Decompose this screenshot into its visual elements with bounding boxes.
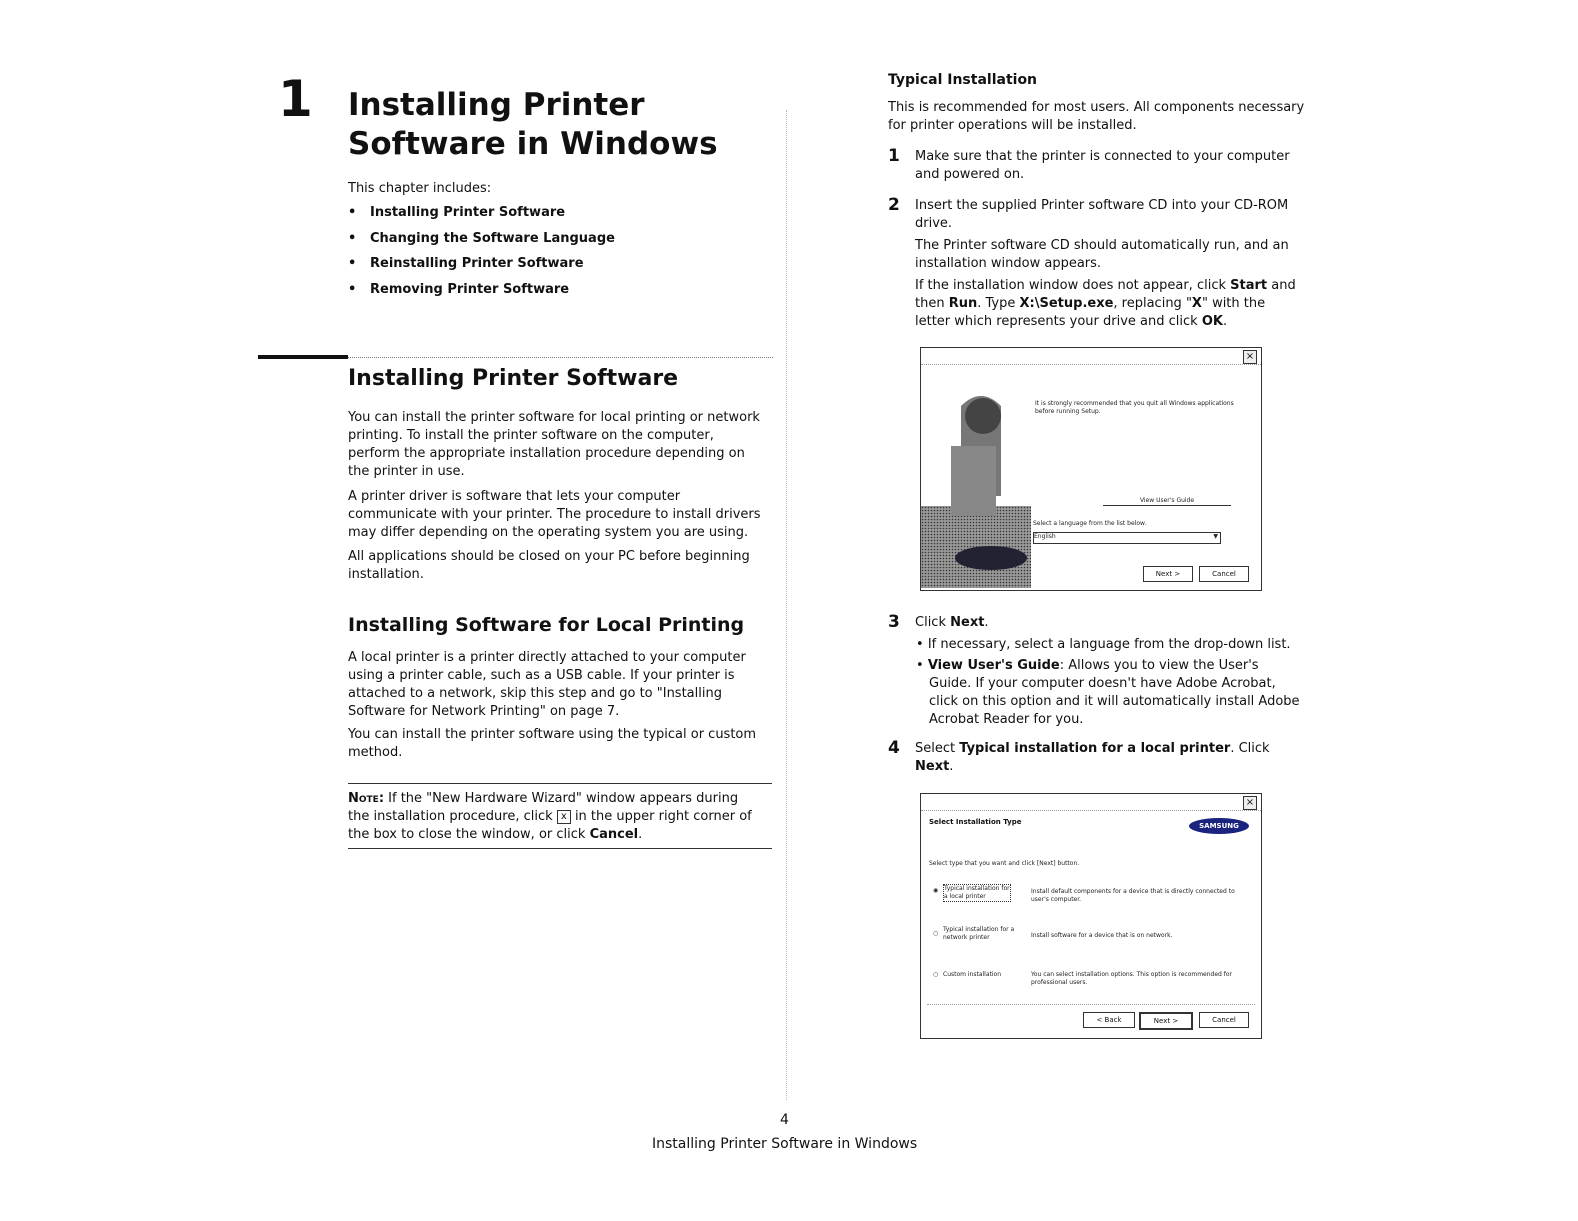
radio-custom[interactable]: ○ <box>933 971 939 978</box>
divider <box>927 1004 1255 1005</box>
list-item[interactable]: • Removing Printer Software <box>348 282 615 308</box>
text: " with the <box>1201 296 1266 311</box>
note-cancel: Cancel <box>589 827 639 842</box>
section-heading-local: Installing Software for Local Printing <box>348 614 745 636</box>
step-number-3: 3 <box>888 612 900 632</box>
note-text: in the upper right corner of <box>574 809 752 824</box>
note-label: Note: <box>348 791 385 806</box>
option-custom[interactable]: Custom installation <box>943 971 1002 978</box>
next-term: Next <box>950 615 985 630</box>
next-button[interactable]: Next > <box>1139 1012 1193 1030</box>
step-number-1: 1 <box>888 146 900 166</box>
option-typical-local[interactable]: Typical installation for a local printer <box>944 885 1010 900</box>
chapter-contents-list <box>348 205 615 307</box>
text-line: attached to a network, skip this step and go to "Installing <box>348 686 722 701</box>
radio-typical-network[interactable]: ○ <box>933 930 939 937</box>
option-typical-network-desc: Install software for a device that is on network. <box>1031 932 1173 939</box>
text: . Type <box>977 296 1016 311</box>
text: Select <box>915 741 956 756</box>
text-line <box>915 277 1313 295</box>
text: . <box>984 615 989 630</box>
step-1-text <box>915 148 1313 184</box>
text-line: and powered on. <box>915 167 1025 182</box>
text-line: for printer operations will be installed. <box>888 118 1137 133</box>
note-text: the installation procedure, click <box>348 809 553 824</box>
text: If necessary, select a language from the drop-down list. <box>927 637 1291 652</box>
text-line: Acrobat Reader for you. <box>929 712 1084 727</box>
text: . Click <box>1230 741 1270 756</box>
window-titlebar <box>921 794 1261 811</box>
text-line <box>915 313 1313 331</box>
text-line: All applications should be closed on your PC before beginning <box>348 549 750 564</box>
brand-logo: SAMSUNG <box>1033 496 1073 504</box>
cancel-button[interactable]: Cancel <box>1199 1012 1249 1028</box>
typical-intro <box>888 99 1328 135</box>
select-language-label: Select a language from the list below. <box>1033 520 1147 527</box>
text-line: You can install the printer software for local printing or network <box>348 410 760 425</box>
next-term: Next <box>915 759 950 774</box>
text-line: printing. To install the printer software on the computer, <box>348 428 714 443</box>
text-line <box>915 614 1313 632</box>
installation-type-screenshot <box>920 793 1262 1039</box>
section2-paragraph-2 <box>348 726 778 762</box>
step-2-text <box>915 197 1313 331</box>
setup-window-screenshot <box>920 347 1262 591</box>
list-item[interactable]: • Reinstalling Printer Software <box>348 256 615 282</box>
list-item[interactable]: • Changing the Software Language <box>348 231 615 257</box>
view-user-guide-button[interactable]: View User's Guide <box>1103 497 1231 506</box>
text: : Allows you to view the User's <box>1059 658 1259 673</box>
text-line: This is recommended for most users. All components necessary <box>888 100 1305 115</box>
view-guide-term: View User's Guide <box>927 658 1060 673</box>
window-titlebar <box>921 348 1261 365</box>
option-custom-desc: You can select installation options. This option is recommended for professional users. <box>1031 971 1233 986</box>
back-button[interactable]: < Back <box>1083 1012 1135 1028</box>
setup-message: It is strongly recommended that you quit all Windows applications before running Setup. <box>1035 400 1234 415</box>
text-line: may differ depending on the operating system you are using. <box>348 525 749 540</box>
text: . <box>949 759 954 774</box>
text-line <box>915 740 1313 758</box>
text: and <box>1271 278 1296 293</box>
text-line: Guide. If your computer doesn't have Adobe Acrobat, <box>929 676 1276 691</box>
cancel-button[interactable]: Cancel <box>1199 566 1249 582</box>
note-text: If the "New Hardware Wizard" window appears during <box>388 791 739 806</box>
chapter-title-line2: Software in Windows <box>348 126 718 162</box>
brand-logo: SAMSUNG <box>1189 818 1249 834</box>
next-button[interactable]: Next > <box>1143 566 1193 582</box>
section2-paragraph-1 <box>348 649 778 721</box>
option-typical-local-desc: Install default components for a device that is directly connected to user's computer. <box>1031 888 1235 903</box>
chapter-intro: This chapter includes: <box>348 181 492 196</box>
text-line: A local printer is a printer directly attached to your computer <box>348 650 746 665</box>
step-3-bullets <box>916 636 1311 729</box>
text-line: A printer driver is software that lets your computer <box>348 489 681 504</box>
text-line: Insert the supplied Printer software CD into your CD-ROM <box>915 198 1289 213</box>
setup-path: X:\Setup.exe <box>1019 296 1114 311</box>
text-line <box>915 758 1313 776</box>
drive-letter: X <box>1191 296 1202 311</box>
note-line-3 <box>348 826 772 844</box>
section1-paragraph-1 <box>348 409 778 481</box>
close-icon[interactable]: × <box>1243 350 1257 364</box>
text: then <box>915 296 945 311</box>
section-rule-thick <box>258 355 348 359</box>
language-dropdown[interactable] <box>1033 532 1221 544</box>
radio-typical-local[interactable]: ◉ <box>933 887 939 894</box>
ok-term: OK <box>1201 314 1223 329</box>
section-rule <box>348 357 773 358</box>
note-text: the box to close the window, or click <box>348 827 586 842</box>
text-line: installation window appears. <box>915 256 1102 271</box>
note-line-2 <box>348 808 772 826</box>
column-divider <box>786 110 787 1100</box>
note-line-1 <box>348 790 772 808</box>
section-heading-installing: Installing Printer Software <box>348 366 679 391</box>
step-4-text <box>915 740 1313 776</box>
text-line: Make sure that the printer is connected to your computer <box>915 149 1290 164</box>
note-box <box>348 783 772 849</box>
text-line: Software for Network Printing" on page 7. <box>348 704 620 719</box>
typical-local-term: Typical installation for a local printer <box>959 741 1231 756</box>
list-item[interactable]: • Installing Printer Software <box>348 205 615 231</box>
text: , replacing " <box>1113 296 1192 311</box>
installer-artwork <box>921 386 1031 588</box>
list-item: • View User's Guide: Allows you to view the User's <box>916 658 1259 673</box>
text-line: drive. <box>915 216 953 231</box>
section1-paragraph-2 <box>348 488 778 542</box>
text-line: installation. <box>348 567 424 582</box>
instruction-text: Select type that you want and click [Next] button. <box>929 860 1080 867</box>
section1-paragraph-3 <box>348 548 778 584</box>
text-line: using a printer cable, such as a USB cable. If your printer is <box>348 668 735 683</box>
option-typical-network[interactable]: Typical installation for a network printer <box>943 926 1015 941</box>
page-number: 4 <box>780 1112 789 1128</box>
text-line <box>915 295 1313 313</box>
close-icon: x <box>557 810 571 824</box>
language-value: English <box>1034 533 1056 540</box>
chapter-number: 1 <box>278 70 313 128</box>
run-term: Run <box>948 296 978 311</box>
text: If the installation window does not appear, click <box>915 278 1226 293</box>
text-line: method. <box>348 745 403 760</box>
text-line: the printer in use. <box>348 464 465 479</box>
text: . <box>1222 314 1228 329</box>
text-line: communicate with your printer. The procedure to install drivers <box>348 507 761 522</box>
start-term: Start <box>1230 278 1268 293</box>
list-item: • If necessary, select a language from the drop-down list. <box>916 637 1291 652</box>
text-line: The Printer software CD should automatically run, and an <box>915 238 1289 253</box>
text: letter which represents your drive and click <box>915 314 1198 329</box>
step-3-text <box>915 614 1313 632</box>
typical-installation-heading: Typical Installation <box>888 72 1038 88</box>
note-text: . <box>638 827 643 842</box>
step-number-2: 2 <box>888 195 900 215</box>
chapter-title-line1: Installing Printer <box>348 87 645 123</box>
text: Click <box>915 615 946 630</box>
installation-type-title: Select Installation Type <box>929 818 1022 826</box>
text-line: perform the appropriate installation procedure depending on <box>348 446 745 461</box>
step-number-4: 4 <box>888 738 900 758</box>
close-icon[interactable]: × <box>1243 796 1257 810</box>
footer-title: Installing Printer Software in Windows <box>652 1136 918 1152</box>
text-line: You can install the printer software using the typical or custom <box>348 727 757 742</box>
text-line: click on this option and it will automatically install Adobe <box>929 694 1300 709</box>
chevron-down-icon: ▼ <box>1213 533 1218 540</box>
chapter-title <box>348 86 768 164</box>
